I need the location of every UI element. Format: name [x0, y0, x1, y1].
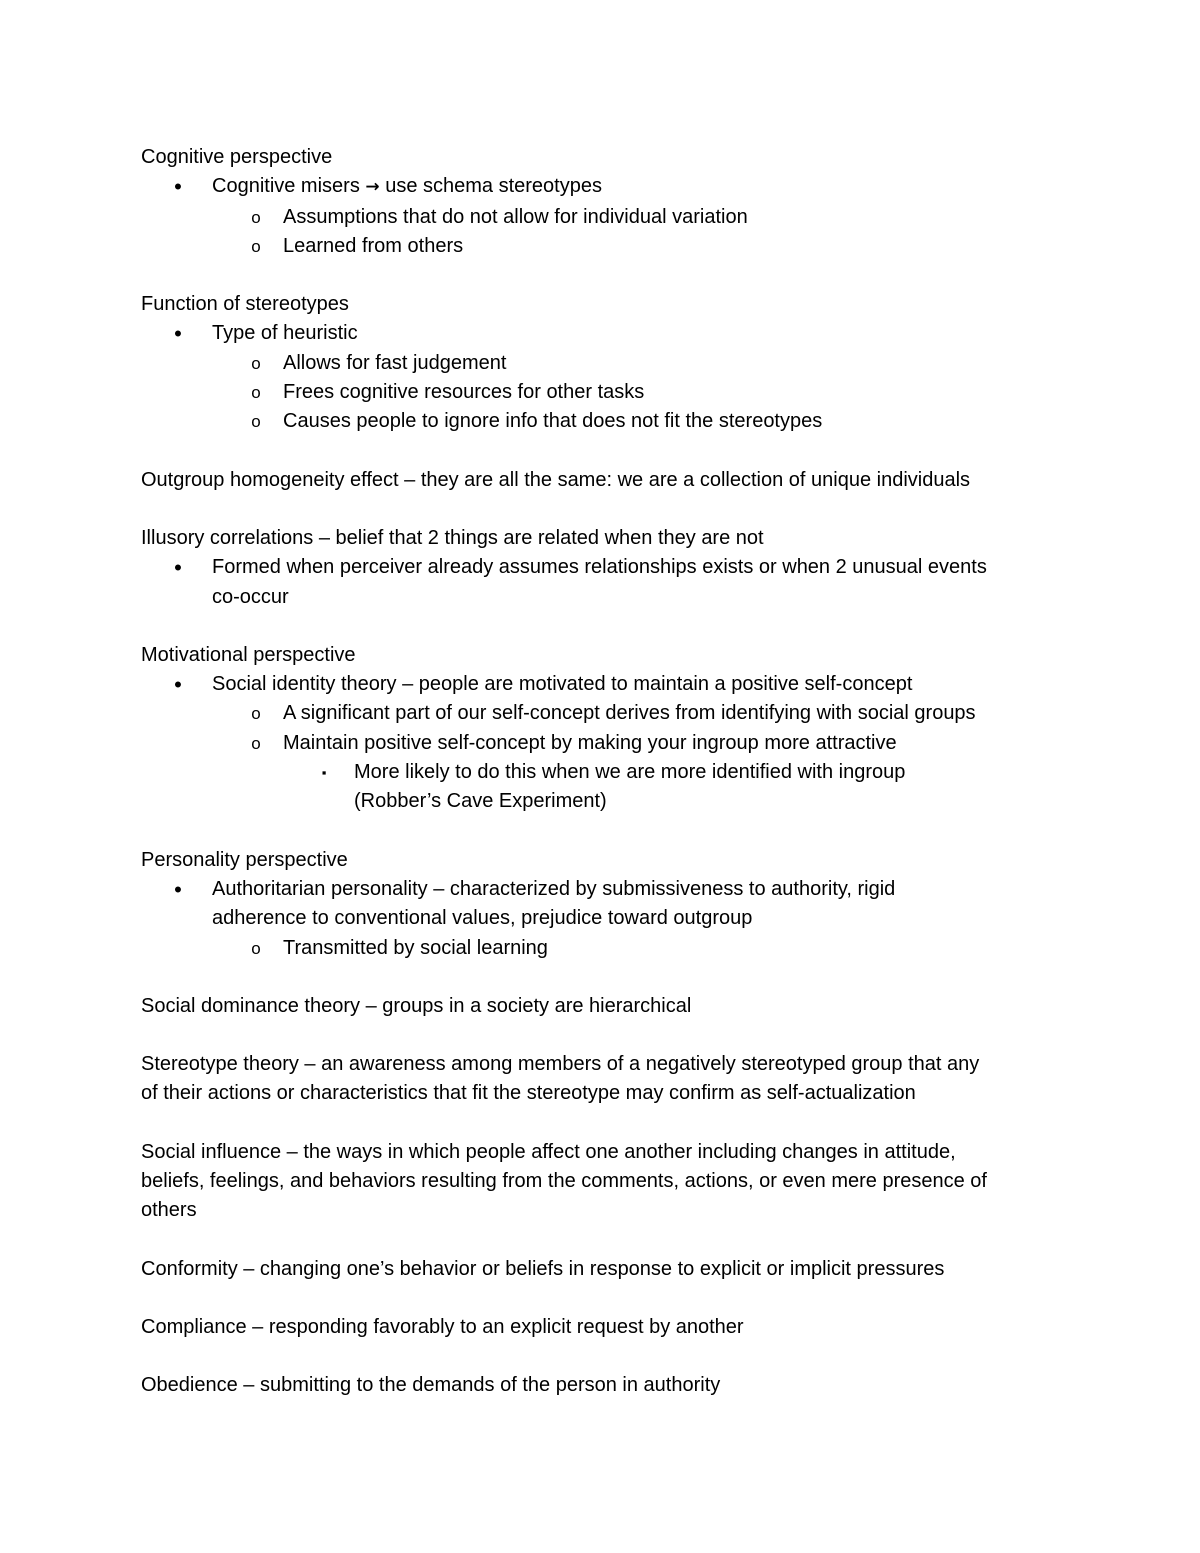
list-item-text: use schema stereotypes	[379, 175, 602, 198]
list-item-text: Type of heuristic	[212, 322, 358, 345]
list-item-text: Social identity theory – people are motivated to maintain a positive self-concept	[212, 673, 913, 696]
bullet-list	[141, 553, 1071, 612]
paragraph-text: others	[141, 1199, 197, 1222]
sub-list	[212, 699, 1071, 816]
sub-list-item-text: Frees cognitive resources for other tasks	[283, 381, 645, 404]
section-compliance	[141, 1313, 1071, 1342]
bullet-marker: •	[174, 174, 182, 200]
paragraph-text: Compliance – responding favorably to an explicit request by another	[141, 1315, 744, 1338]
circle-marker: o	[251, 704, 261, 724]
sub-sub-list-item-text: More likely to do this when we are more identified with ingroup	[354, 761, 906, 784]
list-item	[141, 875, 1071, 963]
section-outgroup	[141, 466, 1071, 495]
sub-list-item-text: Transmitted by social learning	[283, 936, 548, 959]
sub-list-item	[212, 407, 1071, 436]
list-item	[141, 172, 1071, 261]
paragraph-text: beliefs, feelings, and behaviors resulting from the comments, actions, or even mere presence of	[141, 1170, 987, 1193]
circle-marker: o	[251, 353, 261, 373]
bullet-marker: •	[174, 555, 182, 581]
sub-sub-list	[283, 758, 1071, 817]
bullet-marker: •	[174, 321, 182, 347]
list-item-text: adherence to conventional values, prejudice toward outgroup	[212, 907, 753, 930]
section-obedience	[141, 1371, 1071, 1400]
paragraph-text: Outgroup homogeneity effect – they are all the same: we are a collection of unique individuals	[141, 468, 971, 491]
circle-marker: o	[251, 412, 261, 432]
section-personality	[141, 846, 1071, 963]
sub-list-item	[212, 934, 1071, 963]
list-item	[141, 319, 1071, 436]
sub-list	[212, 203, 1071, 262]
section-heading: Personality perspective	[141, 848, 348, 871]
square-marker: ▪	[321, 765, 327, 781]
sub-list-item	[212, 699, 1071, 728]
circle-marker: o	[251, 383, 261, 403]
bullet-marker: •	[174, 876, 182, 902]
section-illusory	[141, 524, 1071, 612]
list-item-text: Cognitive misers	[212, 175, 366, 198]
sub-list	[212, 349, 1071, 437]
sub-list-item-text: Causes people to ignore info that does not fit the stereotypes	[283, 410, 823, 433]
paragraph-text: of their actions or characteristics that fit the stereotype may confirm as self-actualization	[141, 1082, 916, 1105]
section-heading: Motivational perspective	[141, 643, 356, 666]
sub-list-item-text: Maintain positive self-concept by making your ingroup more attractive	[283, 731, 897, 754]
paragraph-text: Stereotype theory – an awareness among members of a negatively stereotyped group that any	[141, 1053, 980, 1076]
sub-list-item	[212, 232, 1071, 261]
arrow-right-icon: →	[365, 177, 380, 198]
circle-marker: o	[251, 207, 261, 227]
section-conformity	[141, 1255, 1071, 1284]
paragraph-text: Obedience – submitting to the demands of the person in authority	[141, 1374, 721, 1397]
section-heading: Illusory correlations – belief that 2 things are related when they are not	[141, 526, 764, 549]
sub-sub-list-item-text: (Robber’s Cave Experiment)	[354, 790, 607, 813]
paragraph-text: Social dominance theory – groups in a society are hierarchical	[141, 994, 692, 1017]
sub-list-item	[212, 349, 1071, 378]
section-cognitive	[141, 143, 1071, 261]
list-item-text: Formed when perceiver already assumes relationships exists or when 2 unusual events	[212, 556, 987, 579]
sub-list-item	[212, 378, 1071, 407]
sub-list-item-text: Allows for fast judgement	[283, 351, 507, 374]
sub-list-item-text: Learned from others	[283, 234, 464, 257]
circle-marker: o	[251, 733, 261, 753]
bullet-list	[141, 875, 1071, 963]
paragraph-text: Conformity – changing one’s behavior or beliefs in response to explicit or implicit pressures	[141, 1257, 945, 1280]
sub-list-item-text: Assumptions that do not allow for individual variation	[283, 205, 748, 228]
section-heading: Cognitive perspective	[141, 146, 333, 168]
bullet-list	[141, 172, 1071, 261]
section-function	[141, 290, 1071, 436]
section-dominance	[141, 992, 1071, 1021]
circle-marker: o	[251, 938, 261, 958]
list-item	[141, 670, 1071, 816]
sub-list-item	[212, 729, 1071, 817]
circle-marker: o	[251, 236, 261, 256]
list-item-text: co-occur	[212, 585, 289, 608]
bullet-list	[141, 670, 1071, 816]
sub-list	[212, 934, 1071, 963]
section-heading: Function of stereotypes	[141, 293, 349, 316]
document-body	[141, 143, 1071, 1430]
list-item	[141, 553, 1071, 612]
section-stereotype	[141, 1050, 1071, 1109]
paragraph-text: Social influence – the ways in which people affect one another including changes in attitude,	[141, 1140, 956, 1163]
section-motivational	[141, 641, 1071, 817]
bullet-marker: •	[174, 672, 182, 698]
sub-sub-list-item	[283, 758, 1071, 817]
list-item-text: Authoritarian personality – characterized by submissiveness to authority, rigid	[212, 877, 896, 900]
sub-list-item	[212, 203, 1071, 232]
section-influence	[141, 1138, 1071, 1226]
bullet-list	[141, 319, 1071, 436]
sub-list-item-text: A significant part of our self-concept derives from identifying with social groups	[283, 702, 976, 725]
